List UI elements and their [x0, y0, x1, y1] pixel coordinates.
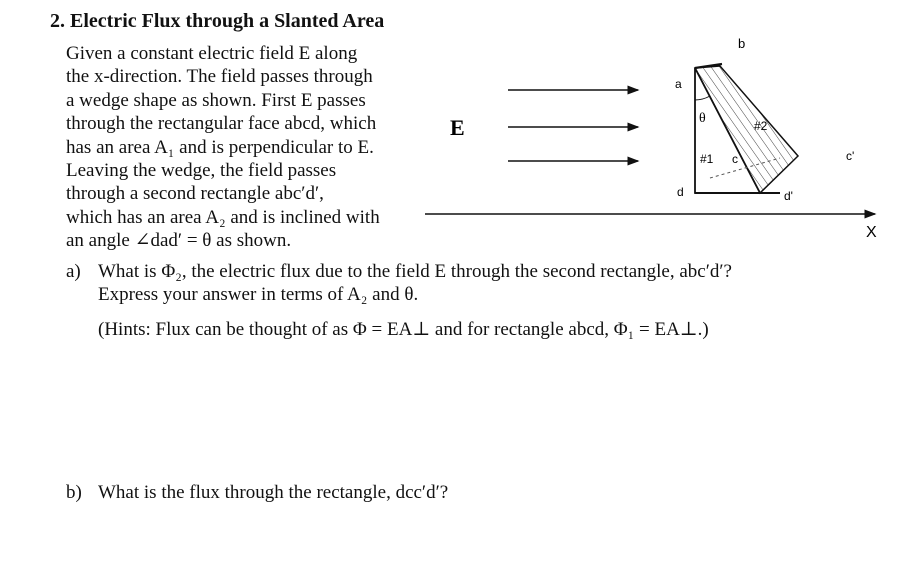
- intro-line: Leaving the wedge, the field passes: [66, 160, 337, 182]
- intro-line: a wedge shape as shown. First E passes: [66, 89, 366, 111]
- intro-line: has an area A₁ and is perpendicular to E.: [66, 136, 374, 158]
- theta-label: θ: [699, 111, 706, 126]
- x-axis-label: X: [866, 224, 877, 241]
- label-a: a: [675, 77, 682, 91]
- intro-line: the x-direction. The field passes through: [66, 66, 373, 88]
- label-c-prime: c': [846, 149, 855, 163]
- hint-text: (Hints: Flux can be thought of as Φ = EA⊥ and for rectangle abcd, Φ₁ = EA⊥.): [98, 319, 709, 340]
- label-b: b: [738, 36, 746, 51]
- face-1-label: #1: [700, 152, 714, 166]
- label-c: c: [732, 152, 738, 166]
- problem-title: 2. Electric Flux through a Slanted Area: [50, 10, 385, 32]
- problem-intro: [66, 42, 416, 253]
- intro-line: an angle ∠dad′ = θ as shown.: [66, 230, 292, 252]
- label-d: d: [677, 185, 684, 199]
- question-b-label: b): [66, 482, 82, 503]
- intro-line: Given a constant electric field E along: [66, 43, 358, 64]
- field-label: E: [450, 115, 465, 140]
- intro-line: through a second rectangle abc′d′,: [66, 183, 324, 205]
- face-2-label: #2: [754, 119, 768, 133]
- question-b: [66, 482, 448, 504]
- question-a-line2: Express your answer in terms of A₂ and θ.: [98, 284, 419, 305]
- question-b-text: What is the flux through the rectangle, dcc′d′?: [98, 482, 449, 503]
- wedge-figure: [420, 30, 890, 250]
- intro-line: which has an area A₂ and is inclined with: [66, 206, 380, 228]
- label-d-prime: d': [784, 189, 793, 203]
- question-a-label: a): [66, 261, 81, 282]
- question-a-line1: What is Φ₂, the electric flux due to the field E through the second rectangle, abc′d′?: [98, 261, 732, 282]
- question-a: [66, 260, 732, 306]
- intro-line: through the rectangular face abcd, which: [66, 113, 377, 135]
